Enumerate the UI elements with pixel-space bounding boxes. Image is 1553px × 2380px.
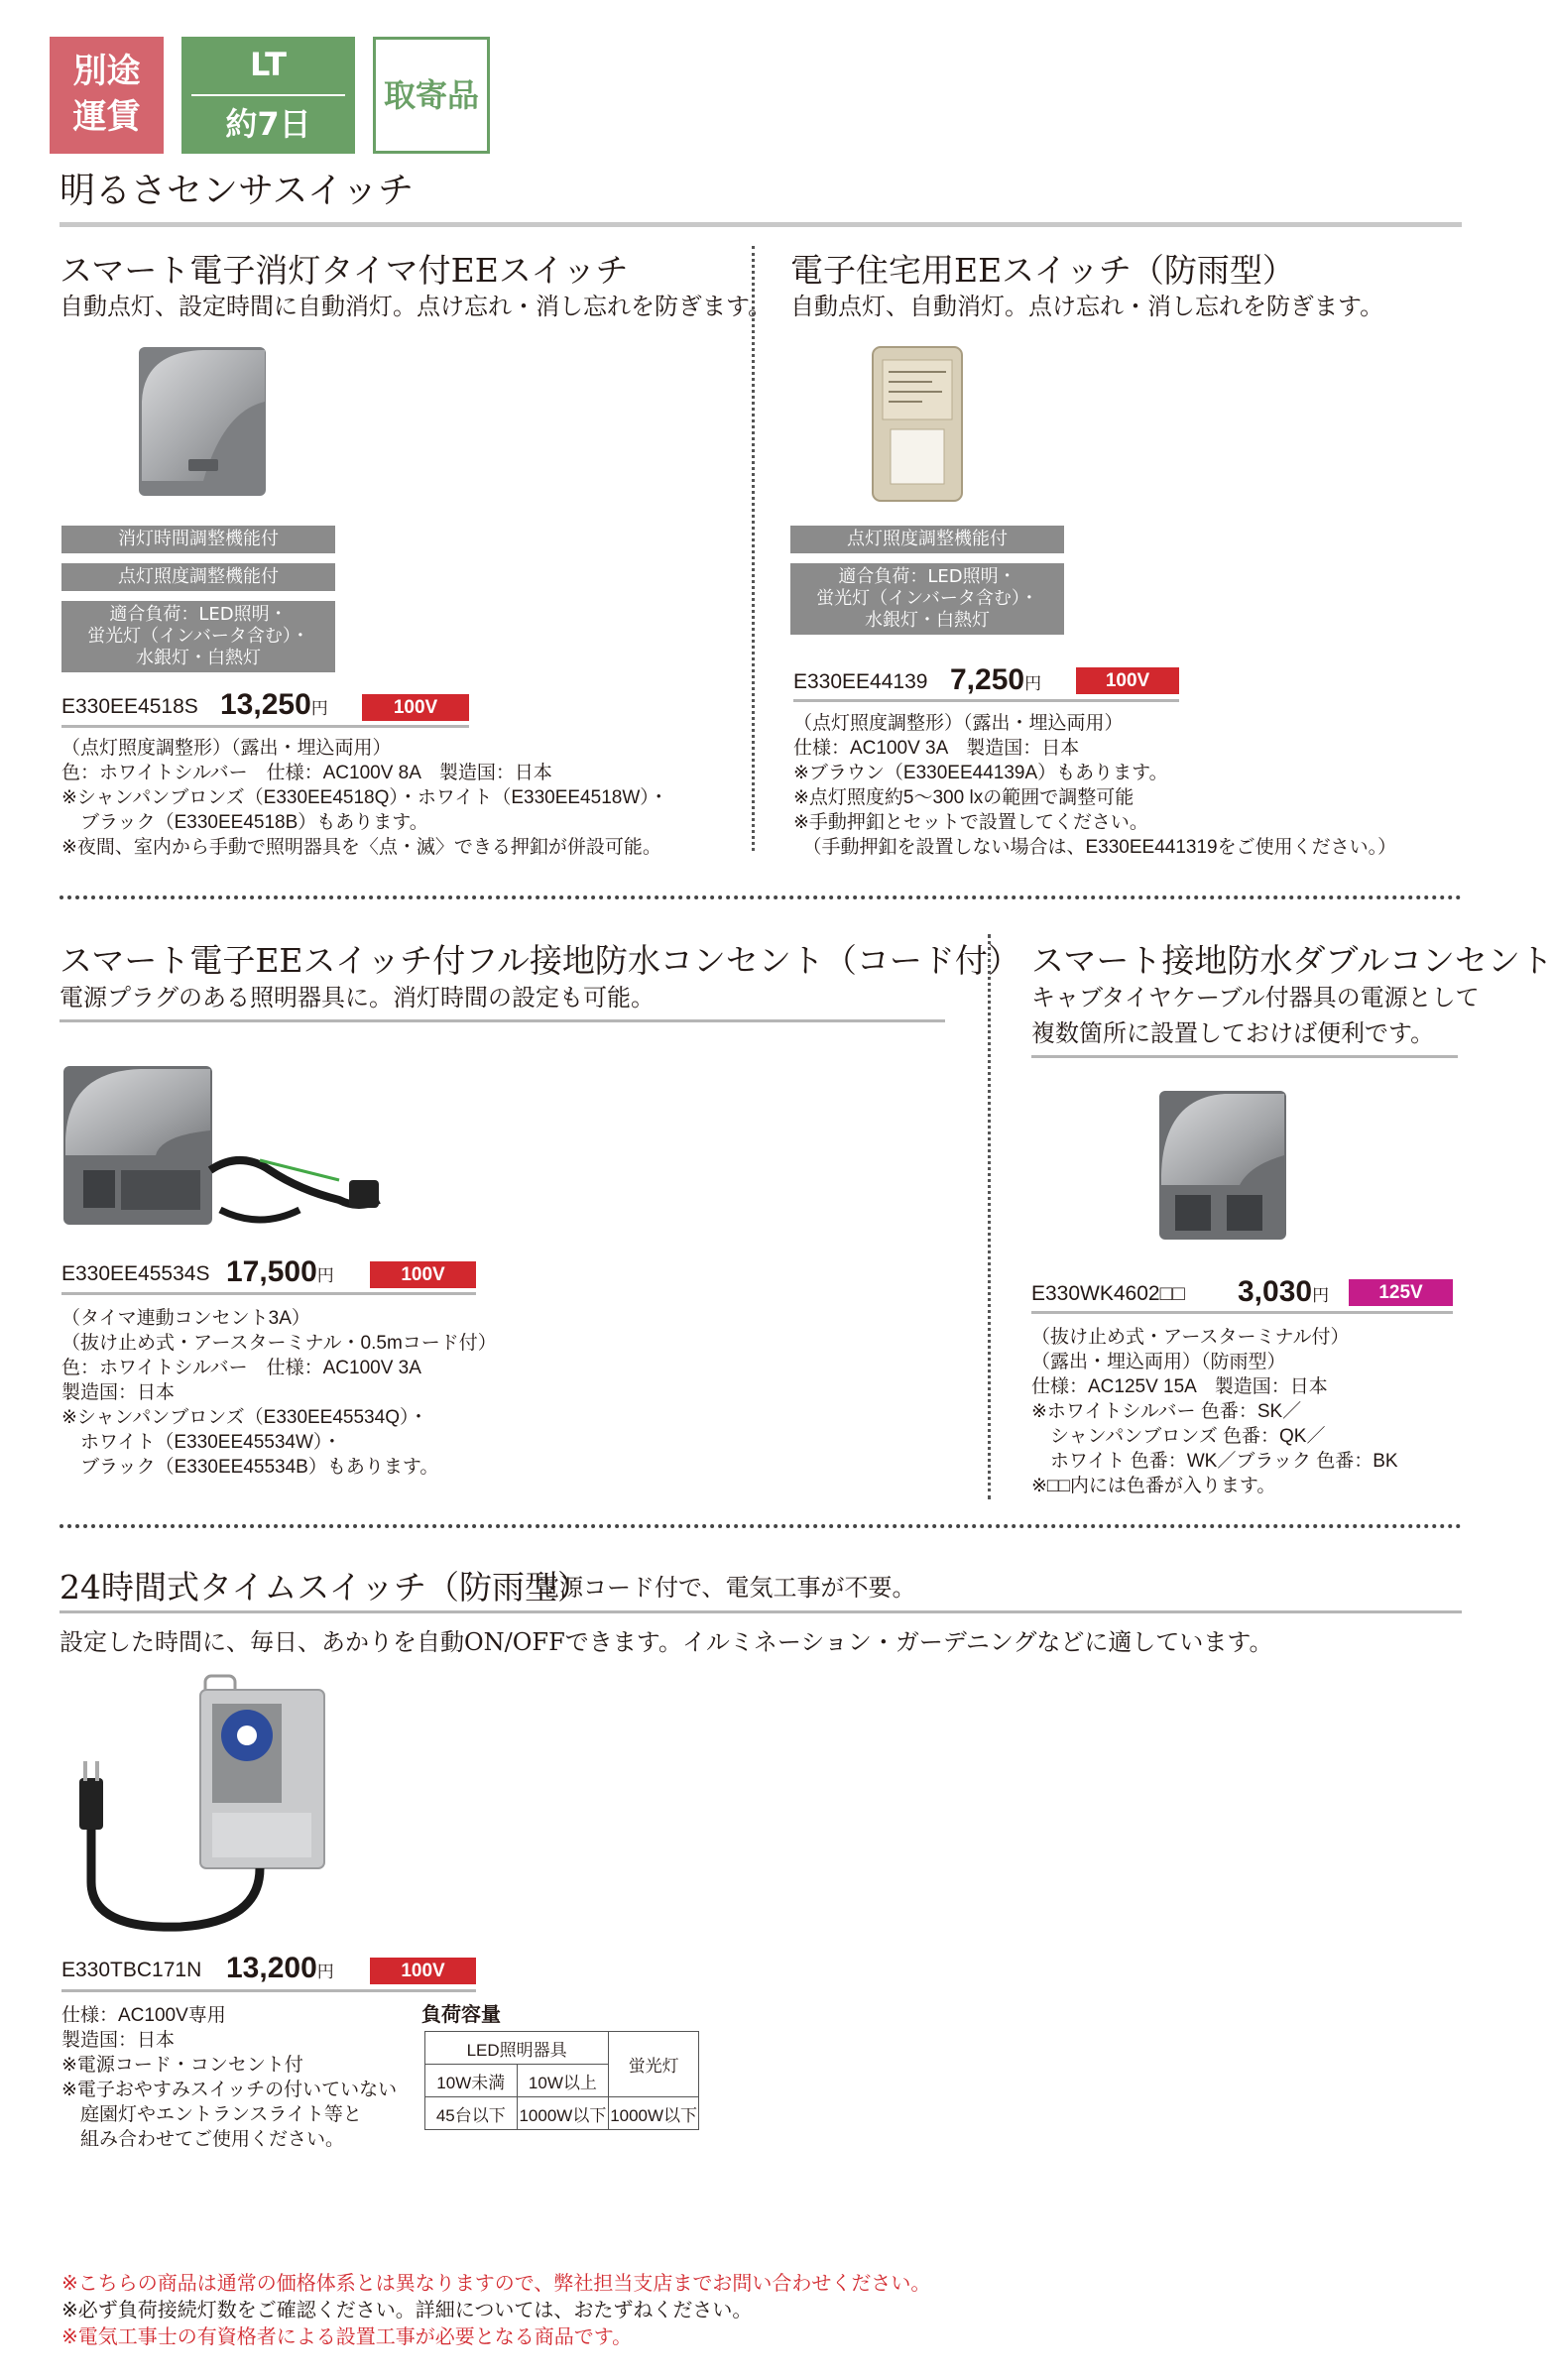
yen-unit: 円 bbox=[316, 1266, 334, 1285]
price-value: 17,500 bbox=[226, 1255, 317, 1288]
spec-line: ホワイト（E330EE45534W）・ bbox=[61, 1432, 342, 1453]
column-divider bbox=[752, 246, 755, 851]
table-cell: 45台以下 bbox=[425, 2097, 518, 2130]
shipping-badge-line2: 運賃 bbox=[72, 97, 141, 137]
model-number: E330TBC171N bbox=[61, 1959, 202, 1981]
yen-unit: 円 bbox=[1024, 674, 1042, 693]
voltage-badge: 100V bbox=[1076, 667, 1179, 694]
spec-line: （点灯照度調整形）（露出・埋込両用） bbox=[61, 738, 392, 759]
title-rule bbox=[1031, 1055, 1458, 1058]
load-capacity-caption: 負荷容量 bbox=[421, 2004, 501, 2026]
section-divider bbox=[60, 895, 1462, 899]
price-rule bbox=[1031, 1311, 1453, 1314]
title-rule bbox=[60, 1610, 1462, 1613]
outlet-image bbox=[61, 1061, 399, 1240]
feature-tag-line: 適合負荷：LED照明・ bbox=[838, 566, 1016, 587]
switch-image bbox=[863, 342, 972, 506]
product-description: 設定した時間に、毎日、あかりを自動ON/OFFできます。イルミネーション・ガーデニングなどに適しています。 bbox=[60, 1628, 1273, 1656]
spec-line: 仕様：AC125V 15A 製造国：日本 bbox=[1031, 1376, 1328, 1397]
product-subtitle: 電源コード付で、電気工事が不要。 bbox=[536, 1574, 916, 1602]
spec-line: ブラック（E330EE45534B）もあります。 bbox=[61, 1457, 439, 1478]
product-title: 24時間式タイムスイッチ（防雨型） bbox=[60, 1568, 591, 1606]
model-number: E330EE4518S bbox=[61, 695, 198, 718]
feature-tag: 点灯照度調整機能付 bbox=[790, 526, 1064, 553]
model-number: E330EE45534S bbox=[61, 1262, 210, 1285]
table-cell: 10W未満 bbox=[425, 2065, 518, 2097]
lead-time-divider bbox=[191, 94, 345, 96]
table-header-fluorescent: 蛍光灯 bbox=[609, 2032, 699, 2097]
product-description-line1: キャブタイヤケーブル付器具の電源として bbox=[1031, 984, 1480, 1012]
switch-image bbox=[134, 342, 273, 501]
spec-line: （露出・埋込両用）（防雨型） bbox=[1031, 1352, 1286, 1372]
title-rule bbox=[60, 1019, 945, 1022]
price-value: 3,030 bbox=[1238, 1275, 1313, 1308]
spec-line: 仕様：AC100V専用 bbox=[61, 2005, 226, 2026]
spec-line: ※夜間、室内から手動で照明器具を〈点・滅〉できる押釦が併設可能。 bbox=[61, 837, 661, 858]
price-value: 13,200 bbox=[226, 1952, 317, 1984]
spec-list bbox=[61, 736, 668, 860]
category-title: 明るさセンサスイッチ bbox=[60, 171, 415, 211]
footnote: ※電気工事士の有資格者による設置工事が必要となる商品です。 bbox=[61, 2326, 633, 2348]
spec-line: （抜け止め式・アースターミナル・0.5mコード付） bbox=[61, 1333, 497, 1354]
product-title: スマート電子EEスイッチ付フル接地防水コンセント（コード付） bbox=[60, 941, 1020, 980]
price bbox=[226, 1952, 334, 1989]
spec-line: ※ホワイトシルバー 色番：SK／ bbox=[1031, 1401, 1302, 1422]
order-badge: 取寄品 bbox=[373, 37, 490, 154]
lead-time-days: 約7日 bbox=[225, 105, 311, 143]
price-value: 13,250 bbox=[220, 688, 311, 721]
voltage-badge: 100V bbox=[362, 694, 469, 721]
model-number: E330EE44139 bbox=[793, 670, 928, 693]
spec-line: 色：ホワイトシルバー 仕様：AC100V 8A 製造国：日本 bbox=[61, 763, 552, 783]
voltage-badge: 100V bbox=[370, 1958, 476, 1984]
price-rule bbox=[61, 1989, 476, 1992]
voltage-badge: 100V bbox=[370, 1261, 476, 1288]
voltage-badge: 125V bbox=[1349, 1279, 1453, 1306]
price bbox=[220, 688, 328, 726]
spec-line: ※シャンパンブロンズ（E330EE45534Q）・ bbox=[61, 1407, 428, 1428]
product-description-line2: 複数箇所に設置しておけば便利です。 bbox=[1031, 1019, 1435, 1047]
spec-line: 製造国：日本 bbox=[61, 2030, 176, 2051]
footnote: ※必ず負荷接続灯数をご確認ください。詳細については、おたずねください。 bbox=[61, 2300, 753, 2321]
footnote: ※こちらの商品は通常の価格体系とは異なりますので、弊社担当支店までお問い合わせください。 bbox=[61, 2273, 931, 2295]
product-description: 自動点灯、設定時間に自動消灯。点け忘れ・消し忘れを防ぎます。 bbox=[60, 293, 773, 320]
price-rule bbox=[61, 1292, 476, 1295]
spec-line: ※ブラウン（E330EE44139A）もあります。 bbox=[793, 763, 1168, 783]
shipping-badge bbox=[50, 37, 164, 154]
spec-line: （点灯照度調整形）（露出・埋込両用） bbox=[793, 713, 1124, 734]
price-rule bbox=[61, 725, 469, 728]
spec-line: ※点灯照度約5～300 lxの範囲で調整可能 bbox=[793, 787, 1135, 808]
spec-line: シャンパンブロンズ 色番：QK／ bbox=[1031, 1426, 1326, 1447]
model-number: E330WK4602□□ bbox=[1031, 1282, 1185, 1305]
spec-line: ※シャンパンブロンズ（E330EE4518Q）・ホワイト（E330EE4518W）・ bbox=[61, 787, 668, 808]
outlet-image bbox=[1155, 1086, 1294, 1245]
shipping-badge-line1: 別途 bbox=[72, 52, 141, 91]
spec-line: ※□□内には色番が入ります。 bbox=[1031, 1476, 1276, 1496]
price-value: 7,250 bbox=[950, 663, 1025, 696]
product-description: 電源プラグのある照明器具に。消灯時間の設定も可能。 bbox=[60, 984, 655, 1012]
category-rule bbox=[60, 222, 1462, 227]
feature-tag: 点灯照度調整機能付 bbox=[61, 563, 335, 591]
price bbox=[950, 663, 1041, 701]
spec-list bbox=[61, 2003, 397, 2152]
feature-tag-line: 蛍光灯（インバータ含む）・ bbox=[87, 626, 309, 647]
spec-line: ※電子おやすみスイッチの付いていない bbox=[61, 2080, 398, 2100]
feature-tag-load bbox=[790, 563, 1064, 635]
table-cell: 1000W以下 bbox=[517, 2097, 609, 2130]
yen-unit: 円 bbox=[316, 1963, 334, 1981]
spec-line: 製造国：日本 bbox=[61, 1382, 176, 1403]
yen-unit: 円 bbox=[1312, 1286, 1330, 1305]
load-capacity-table bbox=[424, 2031, 699, 2130]
spec-line: （抜け止め式・アースターミナル付） bbox=[1031, 1327, 1350, 1348]
spec-line: （タイマ連動コンセント3A） bbox=[61, 1308, 310, 1329]
feature-tag-load bbox=[61, 601, 335, 672]
feature-tag-line: 水銀灯・白熱灯 bbox=[136, 648, 261, 668]
spec-line: ※手動押釦とセットで設置してください。 bbox=[793, 812, 1148, 833]
spec-line: ホワイト 色番：WK／ブラック 色番：BK bbox=[1031, 1451, 1398, 1472]
product-title: スマート電子消灯タイマ付EEスイッチ bbox=[60, 251, 629, 290]
spec-list bbox=[1031, 1325, 1398, 1498]
section-divider bbox=[60, 1524, 1462, 1528]
column-divider bbox=[988, 934, 991, 1499]
lead-time-label: LT bbox=[250, 46, 287, 83]
yen-unit: 円 bbox=[310, 699, 328, 718]
product-description: 自動点灯、自動消灯。点け忘れ・消し忘れを防ぎます。 bbox=[790, 293, 1384, 320]
spec-list bbox=[61, 1306, 497, 1480]
price bbox=[1238, 1275, 1329, 1313]
spec-line: 仕様：AC100V 3A 製造国：日本 bbox=[793, 738, 1080, 759]
product-title: 電子住宅用EEスイッチ（防雨型） bbox=[790, 251, 1295, 290]
lead-time-badge bbox=[181, 37, 355, 154]
spec-line: 庭園灯やエントランスライト等と bbox=[61, 2104, 362, 2125]
product-title: スマート接地防水ダブルコンセント bbox=[1031, 941, 1553, 980]
spec-line: ブラック（E330EE4518B）もあります。 bbox=[61, 812, 428, 833]
spec-line: ※電源コード・コンセント付 bbox=[61, 2055, 303, 2076]
feature-tag: 消灯時間調整機能付 bbox=[61, 526, 335, 553]
feature-tag-line: 適合負荷：LED照明・ bbox=[109, 604, 288, 625]
price bbox=[226, 1255, 334, 1293]
spec-list bbox=[793, 711, 1396, 860]
table-cell: 1000W以下 bbox=[609, 2097, 699, 2130]
table-cell: 10W以上 bbox=[517, 2065, 609, 2097]
spec-line: （手動押釦を設置しない場合は、E330EE441319をご使用ください。） bbox=[793, 837, 1397, 858]
spec-line: 色：ホワイトシルバー 仕様：AC100V 3A bbox=[61, 1358, 421, 1378]
spec-line: 組み合わせてご使用ください。 bbox=[61, 2129, 345, 2150]
price-rule bbox=[793, 699, 1179, 702]
feature-tag-line: 蛍光灯（インバータ含む）・ bbox=[816, 588, 1038, 609]
timer-switch-image bbox=[61, 1674, 329, 1942]
feature-tag-line: 水銀灯・白熱灯 bbox=[865, 610, 990, 631]
table-header-led: LED照明器具 bbox=[425, 2032, 609, 2065]
